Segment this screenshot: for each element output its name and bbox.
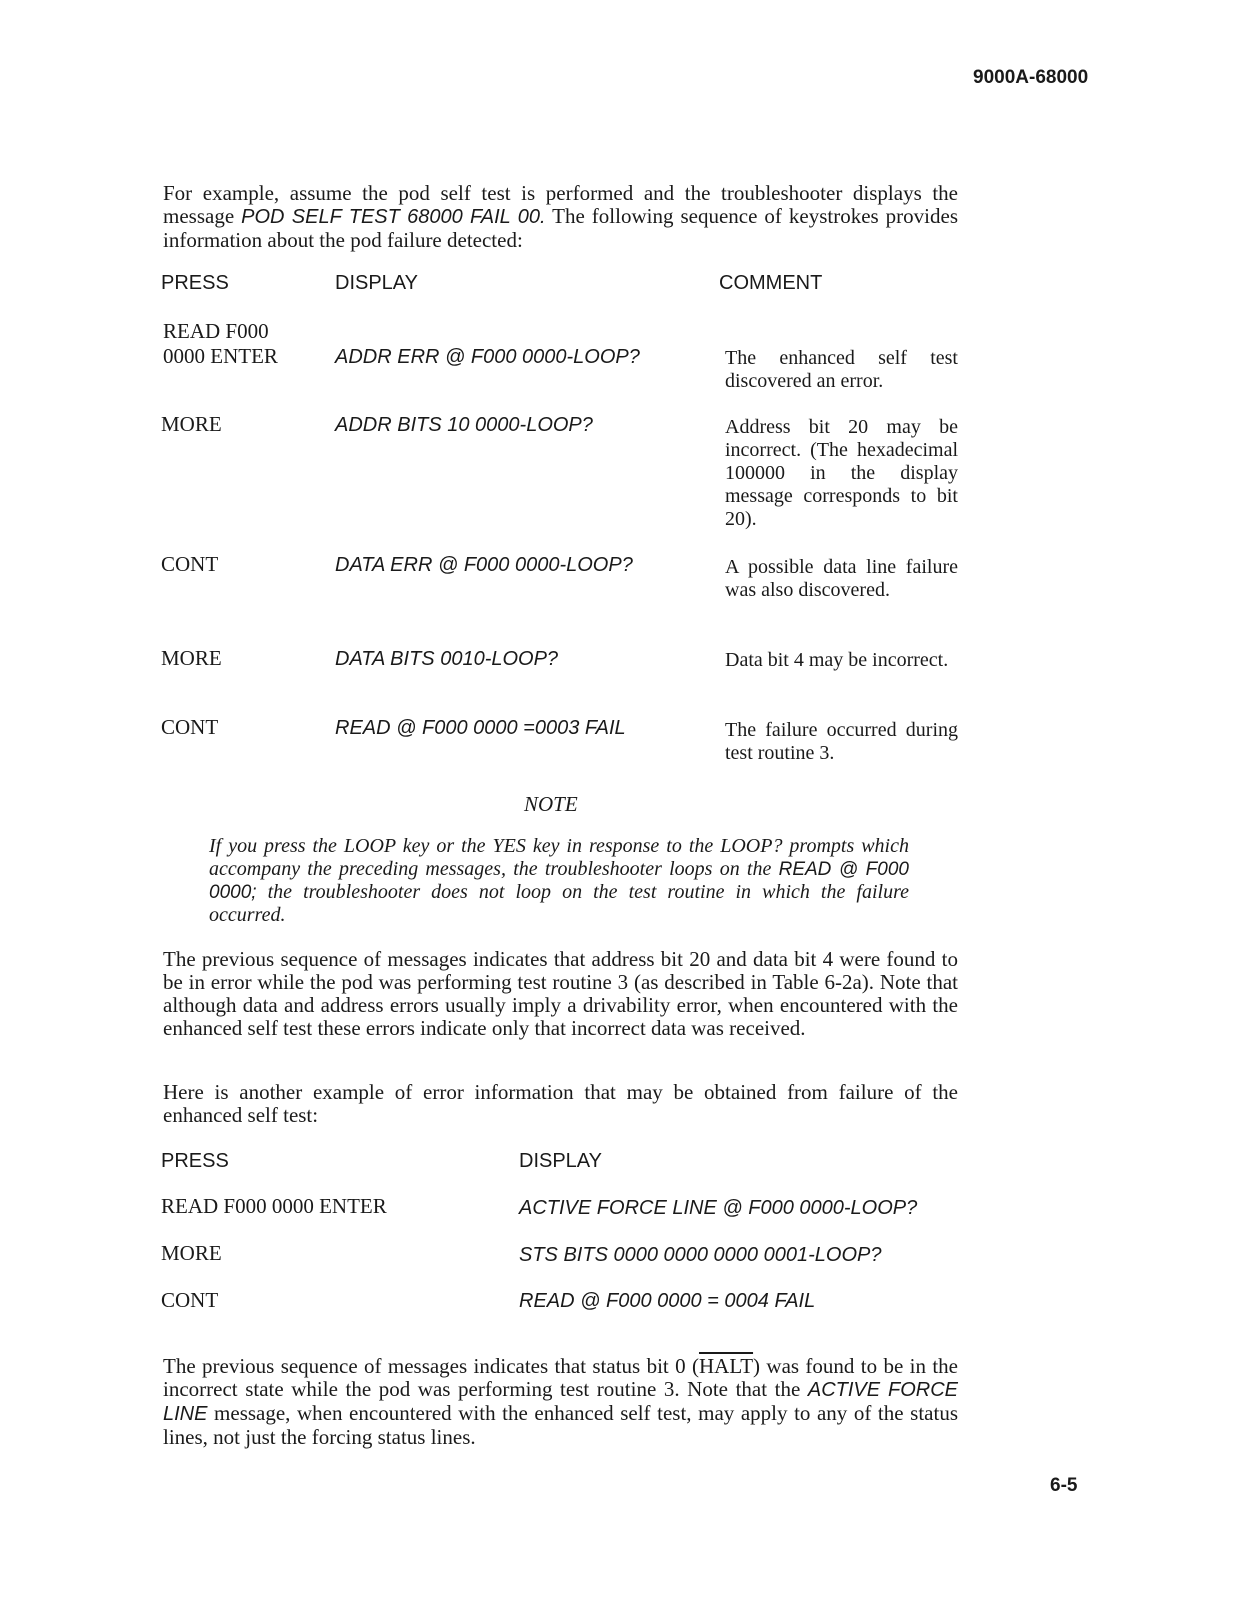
table2-header-press: PRESS [161,1150,229,1172]
note-body [209,835,909,927]
table1-row2-press: MORE [161,412,222,436]
table2-row2-display: STS BITS 0000 0000 0000 0001-LOOP? [519,1244,882,1266]
note-text-2: the troubleshooter does not loop on the test routine in which the failure occurred. [209,881,909,926]
table2-header-display: DISPLAY [519,1150,602,1172]
table2-row3-press: CONT [161,1288,219,1312]
table2-row3-display: READ @ F000 0000 = 0004 FAIL [519,1290,816,1312]
table2-row2-press: MORE [161,1241,222,1265]
table1-row2-comment: Address bit 20 may be incorrect. (The hexadecimal 100000 in the display message corresponds to bit 20). [725,416,958,530]
table1-row5-comment: The failure occurred during test routine 3. [725,719,958,764]
table1-row3-press: CONT [161,552,219,576]
table1-row4-display: DATA BITS 0010-LOOP? [335,648,559,670]
table1-row1-comment: The enhanced self test discovered an error. [725,347,958,392]
table1-row4-comment: Data bit 4 may be incorrect. [725,649,949,671]
para4-text-3: message, when encountered with the enhanced self test, may apply to any of the status lines, not just the forcing status lines. [163,1401,958,1449]
document-id: 9000A-68000 [973,67,1089,88]
page-number: 6-5 [1050,1475,1078,1496]
intro-text-2: The following sequence of keystrokes provides information about the pod failure detected: [163,204,958,252]
table2-row1-display: ACTIVE FORCE LINE @ F000 0000-LOOP? [519,1197,918,1219]
table2-row1-press: READ F000 0000 ENTER [161,1194,387,1218]
para4-text-2: ) was found to be in the incorrect state while the pod was performing test routine 3. Note that the [163,1354,959,1401]
table1-row1-press-line1: READ F000 [163,319,269,343]
table1-row3-comment: A possible data line failure was also discovered. [725,556,958,601]
table1-header-display: DISPLAY [335,272,418,294]
table1-row2-display: ADDR BITS 10 0000-LOOP? [335,414,593,436]
note-message: READ @ F000 0000; [209,859,909,903]
intro-message: POD SELF TEST 68000 FAIL 00. [241,206,546,228]
intro-text-1: For example, assume the pod self test is performed and the troubleshooter displays the message [163,181,958,228]
table1-row1-press-line2: 0000 ENTER [163,344,278,368]
halt-signal: HALT [698,1354,754,1378]
table1-row4-press: MORE [161,646,222,670]
intro-paragraph [163,182,958,252]
table1-row3-display: DATA ERR @ F000 0000-LOOP? [335,554,633,576]
table1-row5-press: CONT [161,715,219,739]
note-title: NOTE [524,792,578,816]
paragraph-3: Here is another example of error information that may be obtained from failure of the enhanced self test: [163,1080,958,1127]
para4-text-1: The previous sequence of messages indicates that status bit 0 ( [163,1354,699,1378]
table1-header-press: PRESS [161,272,229,294]
table1-header-comment: COMMENT [719,272,823,294]
note-text-1: If you press the LOOP key or the YES key in response to the LOOP? prompts which accompany the preceding messages, the troubleshooter loops on the [209,835,909,880]
para4-message: ACTIVE FORCE LINE [163,1379,958,1425]
paragraph-4 [163,1355,958,1449]
table1-row5-display: READ @ F000 0000 =0003 FAIL [335,717,626,739]
paragraph-2: The previous sequence of messages indicates that address bit 20 and data bit 4 were found to be in error while the pod was performing test routine 3 (as described in Table 6-2a). Note that although data and address errors usually imply a drivability error, when encountered with the enhanced self test these errors indicate only that incorrect data was received. [163,947,958,1040]
table1-row1-display: ADDR ERR @ F000 0000-LOOP? [335,346,640,368]
